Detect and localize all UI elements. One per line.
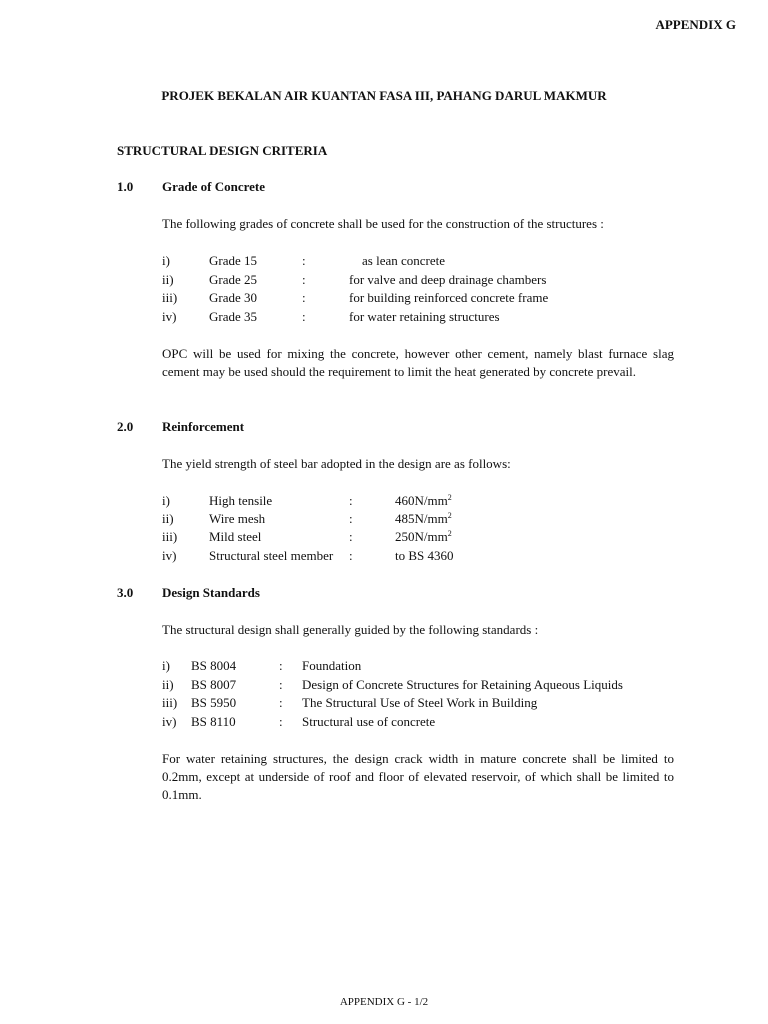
section-2-intro: The yield strength of steel bar adopted in the design are as follows:: [162, 456, 511, 471]
steel-strength-row: [162, 492, 682, 510]
standard-description: Design of Concrete Structures for Retaining Aqueous Liquids: [302, 677, 623, 692]
standard-description: The Structural Use of Steel Work in Building: [302, 695, 538, 710]
separator: :: [302, 253, 306, 268]
steel-type: Wire mesh: [209, 511, 266, 526]
concrete-grade-row: [162, 252, 682, 270]
standard-code: BS 8007: [191, 677, 237, 692]
section-3-title: Design Standards: [162, 585, 260, 600]
unit-exponent: 2: [447, 511, 452, 520]
concrete-grade-row: [162, 308, 682, 326]
design-standard-row: [162, 657, 682, 675]
steel-strength-value: [395, 528, 452, 546]
steel-type: Structural steel member: [209, 548, 334, 563]
concrete-grade-row: [162, 271, 682, 289]
grade-description: for water retaining structures: [349, 309, 500, 324]
unit-exponent: 2: [447, 493, 452, 502]
document-title: PROJEK BEKALAN AIR KUANTAN FASA III, PAHANG DARUL MAKMUR: [161, 88, 607, 103]
separator: :: [279, 658, 283, 673]
appendix-label: APPENDIX G: [655, 17, 736, 32]
standard-code: BS 8110: [191, 714, 236, 729]
design-standard-row: [162, 676, 682, 694]
item-number: iii): [162, 695, 178, 710]
steel-strength-value: [395, 492, 452, 510]
separator: :: [302, 272, 306, 287]
item-number: i): [162, 658, 170, 673]
separator: :: [302, 309, 306, 324]
section-3-note: For water retaining structures, the design crack width in mature concrete shall be limited to 0.2mm, except at underside of roof and floor of elevated reservoir, of which shall be limited to 0.1mm.: [162, 751, 674, 802]
value-text: 485N/mm: [395, 511, 448, 526]
item-number: iii): [162, 529, 178, 544]
document-subtitle: STRUCTURAL DESIGN CRITERIA: [117, 143, 328, 158]
item-number: ii): [162, 677, 174, 692]
section-1-number: 1.0: [117, 179, 134, 194]
section-1-intro: The following grades of concrete shall be used for the construction of the structures :: [162, 216, 604, 231]
item-number: ii): [162, 511, 174, 526]
concrete-grade-row: [162, 289, 682, 307]
grade-name: Grade 30: [209, 290, 258, 305]
standard-description: Structural use of concrete: [302, 714, 436, 729]
steel-type: Mild steel: [209, 529, 262, 544]
value-text: 250N/mm: [395, 529, 448, 544]
grade-description: as lean concrete: [362, 253, 446, 268]
separator: :: [349, 529, 353, 544]
separator: :: [349, 493, 353, 508]
grade-name: Grade 35: [209, 309, 258, 324]
item-number: ii): [162, 272, 174, 287]
section-2-number: 2.0: [117, 419, 134, 434]
separator: :: [279, 695, 283, 710]
section-1-title: Grade of Concrete: [162, 179, 266, 194]
item-number: iv): [162, 714, 177, 729]
item-number: i): [162, 253, 170, 268]
design-standard-row: [162, 713, 682, 731]
steel-type: High tensile: [209, 493, 273, 508]
steel-strength-row: [162, 510, 682, 528]
standard-description: Foundation: [302, 658, 362, 673]
grade-name: Grade 15: [209, 253, 258, 268]
section-2-title: Reinforcement: [162, 419, 245, 434]
grade-name: Grade 25: [209, 272, 258, 287]
item-number: iii): [162, 290, 178, 305]
steel-strength-row: [162, 547, 682, 565]
unit-exponent: 2: [447, 529, 452, 538]
grade-description: for building reinforced concrete frame: [349, 290, 549, 305]
section-1-note: OPC will be used for mixing the concrete, however other cement, namely blast furnace slag cement may be used should the requirement to limit the heat generated by concrete prevail.: [162, 346, 674, 379]
page-footer: APPENDIX G - 1/2: [339, 996, 429, 1008]
separator: :: [349, 548, 353, 563]
standard-code: BS 5950: [191, 695, 237, 710]
separator: :: [349, 511, 353, 526]
standard-code: BS 8004: [191, 658, 237, 673]
item-number: i): [162, 493, 170, 508]
section-3-intro: The structural design shall generally guided by the following standards :: [162, 622, 539, 637]
separator: :: [279, 677, 283, 692]
item-number: iv): [162, 309, 177, 324]
separator: :: [279, 714, 283, 729]
steel-strength-row: [162, 528, 682, 546]
section-3-number: 3.0: [117, 585, 134, 600]
steel-strength-value: [395, 510, 452, 528]
item-number: iv): [162, 548, 177, 563]
separator: :: [302, 290, 306, 305]
steel-strength-value: to BS 4360: [395, 548, 454, 563]
grade-description: for valve and deep drainage chambers: [349, 272, 547, 287]
design-standard-row: [162, 694, 682, 712]
value-text: 460N/mm: [395, 493, 448, 508]
